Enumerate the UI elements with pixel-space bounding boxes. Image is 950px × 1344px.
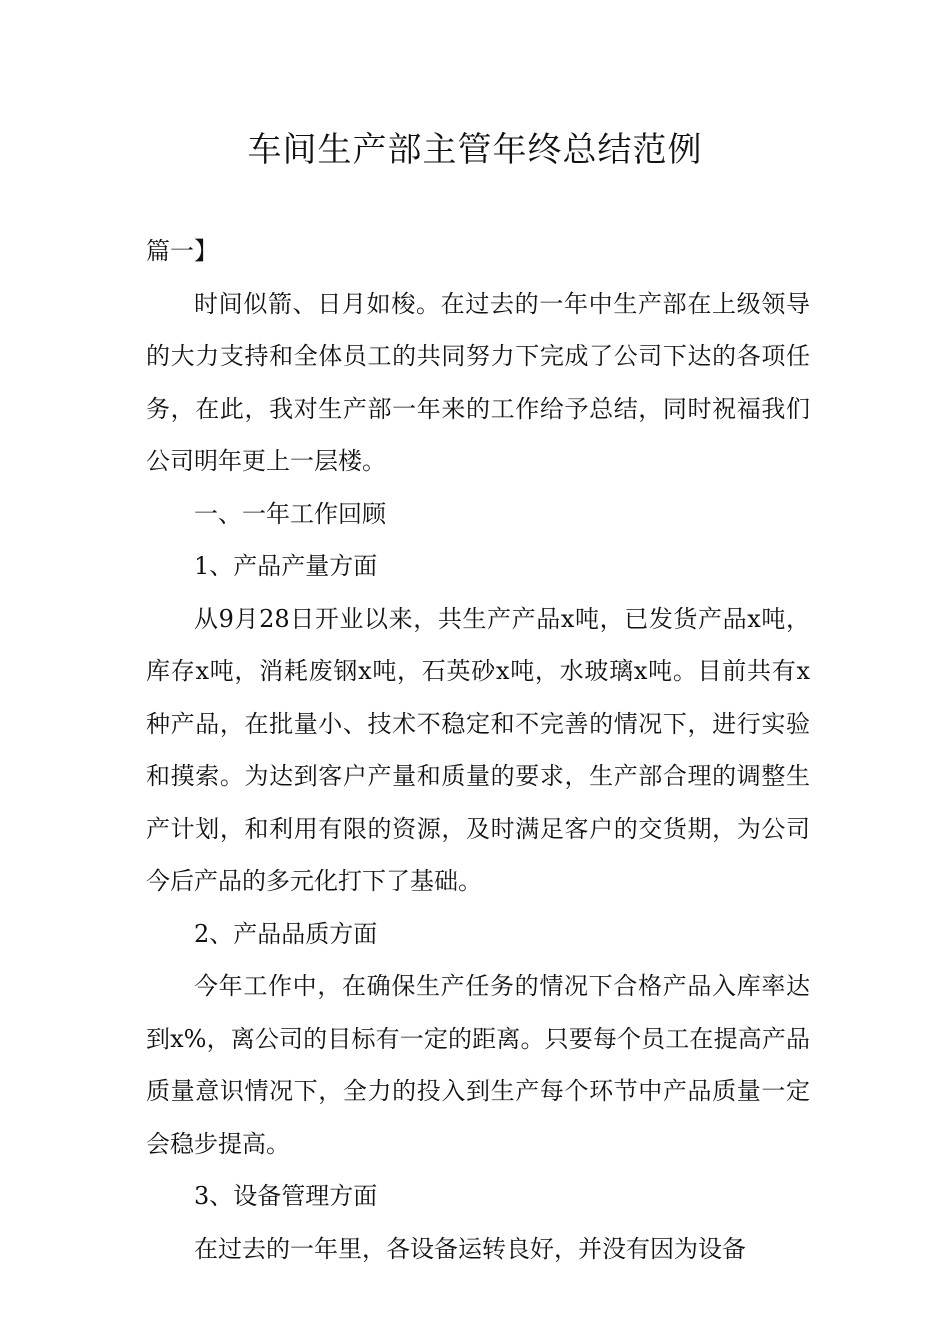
subheading-output: 1、产品产量方面 bbox=[194, 552, 378, 580]
subheading-equipment: 3、设备管理方面 bbox=[194, 1182, 378, 1210]
intro-paragraph: 时间似箭、日月如梭。在过去的一年中生产部在上级领导的大力支持和全体员工的共同努力下完成了公司下达的各项任务，在此，我对生产部一年来的工作给予总结，同时祝福我们公司明年更上一层楼。 bbox=[146, 289, 810, 475]
document-body bbox=[146, 225, 810, 1275]
document-title: 车间生产部主管年终总结范例 bbox=[247, 130, 703, 170]
quality-paragraph: 今年工作中，在确保生产任务的情况下合格产品入库率达到x%，离公司的目标有一定的距离。只要每个员工在提高产品质量意识情况下，全力的投入到生产每个环节中产品质量一定会稳步提高。 bbox=[146, 972, 810, 1158]
subheading-quality: 2、产品品质方面 bbox=[194, 919, 378, 948]
section-heading-review: 一、一年工作回顾 bbox=[194, 499, 386, 528]
section-label: 篇一】 bbox=[146, 237, 218, 265]
equipment-paragraph: 在过去的一年里，各设备运转良好，并没有因为设备 bbox=[194, 1234, 746, 1263]
output-paragraph: 从9月28日开业以来，共生产产品x吨，已发货产品x吨，库存x吨，消耗废钢x吨，石英砂x吨，水玻璃x吨。目前共有x种产品，在批量小、技术不稳定和不完善的情况下，进行实验和摸索。为达到客户产量和质量的要求，生产部合理的调整生产计划，和利用有限的资源，及时满足客户的交货期，为公司今后产品的多元化打下了基础。 bbox=[146, 604, 810, 895]
